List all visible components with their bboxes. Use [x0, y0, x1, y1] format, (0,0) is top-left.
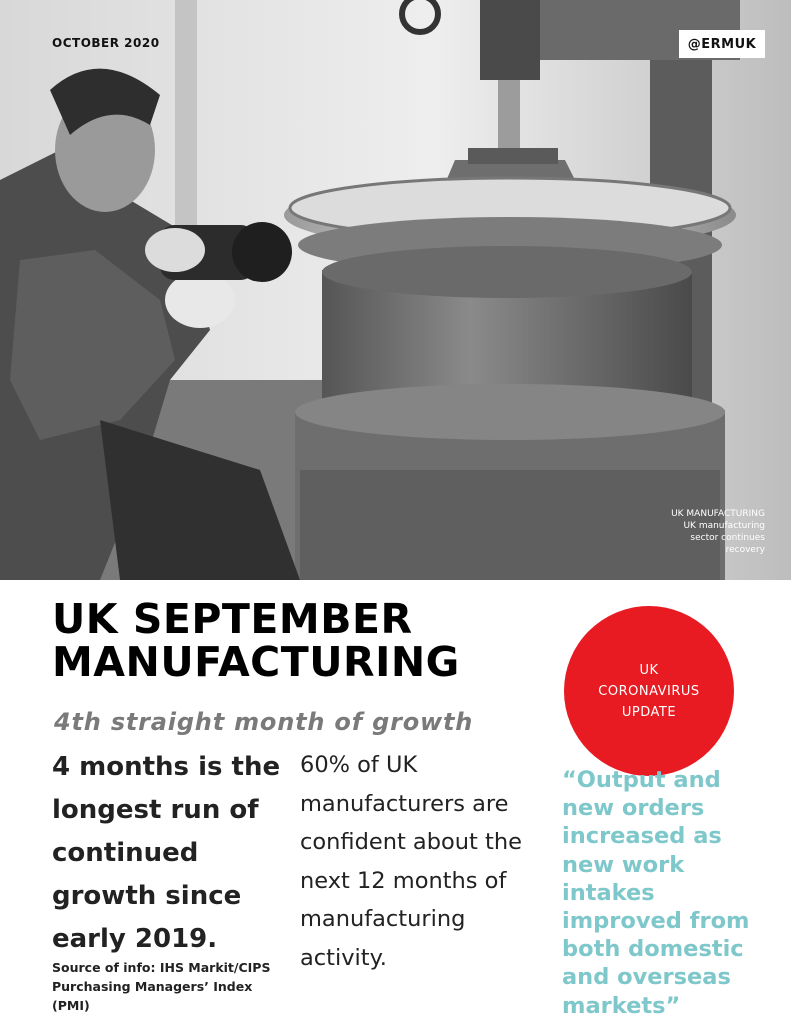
title-line-2: MANUFACTURING: [52, 638, 460, 686]
pull-quote: “Output and new orders increased as new work intakes improved from both domestic and overseas markets”: [562, 767, 750, 1019]
page-title: [52, 595, 552, 686]
badge-line-1: UK: [639, 662, 659, 678]
highlight-statement: 4 months is the longest run of continued growth since early 2019.: [52, 752, 281, 954]
source-note: Source of info: IHS Markit/CIPS Purchasing Managers’ Index (PMI): [52, 960, 271, 1013]
confidence-statement: 60% of UK manufacturers are confident about the next 12 months of manufacturing activity.: [300, 752, 522, 971]
badge-line-3: UPDATE: [621, 704, 677, 720]
badge-line-2: CORONAVIRUS: [598, 683, 700, 699]
issue-date: OCTOBER 2020: [52, 36, 160, 50]
photo-caption-text: UK manufacturing sector continues recovery: [683, 521, 765, 555]
photo-caption-title: UK MANUFACTURING: [671, 509, 765, 519]
photo-caption: [665, 508, 765, 556]
social-handle-badge[interactable]: @ERMUK: [679, 30, 765, 58]
subtitle: 4th straight month of growth: [54, 708, 474, 736]
title-line-1: UK SEPTEMBER: [52, 595, 413, 643]
coronavirus-update-badge: [564, 606, 734, 776]
